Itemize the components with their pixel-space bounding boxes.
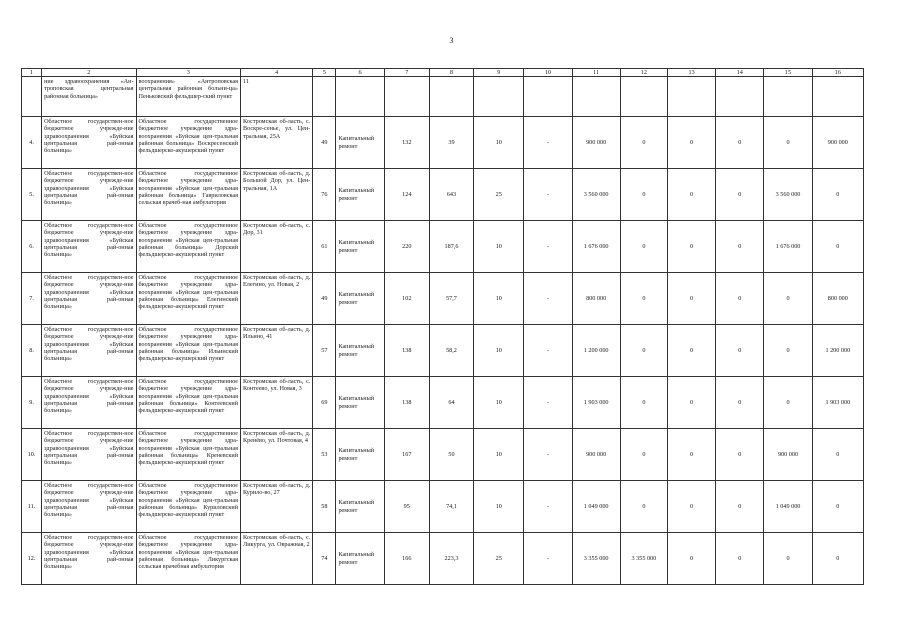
amount-cell: 0 [620,169,667,221]
work-type-cell: Капитальный ремонт [336,377,384,429]
column-number: 13 [667,69,715,77]
amount-cell: 0 [716,221,764,273]
column-number: 4 [241,69,313,77]
organization-cell: Областное государствен-ное бюджетное учрежде-ние здравоохранения «Буйская центральная рай-онная больница» [42,117,136,169]
amount-cell: 0 [667,273,715,325]
object-cell: Областное государственное бюджетное учреждение здра-воохранения «Буйская цен-тральная районная больница» Ликургская сельская врачебная амбулатория [136,533,240,585]
work-type-cell: Капитальный ремонт [336,533,384,585]
value-cell: - [524,273,572,325]
table-body [22,69,864,585]
address-cell: Костромская об-ласть, с. Контеево, ул. Новая, 3 [241,377,313,429]
amount-cell: 1 200 000 [812,325,863,377]
value-cell: 57,7 [429,273,473,325]
value-cell: - [524,377,572,429]
value-cell: 39 [429,117,473,169]
amount-cell: 0 [812,533,863,585]
table-row [22,273,864,325]
value-cell: 61 [313,221,336,273]
amount-cell: 0 [620,481,667,533]
row-number: 11. [22,481,42,533]
row-number: 8. [22,325,42,377]
address-cell: Костромская об-ласть, с. Воскре-сенье, ул. Цен-тральная, 25А [241,117,313,169]
column-number: 16 [812,69,863,77]
table-row [22,325,864,377]
row-number: 12. [22,533,42,585]
value-cell: 220 [384,221,429,273]
table-row [22,481,864,533]
table-row [22,429,864,481]
amount-cell: 0 [812,169,863,221]
object-cell: Областное государственное бюджетное учреждение здра-воохранения «Буйская цен-тральная районная больница» Куриловский фельдшерско-акушерский пункт [136,481,240,533]
amount-cell: 0 [716,377,764,429]
value-cell: 50 [429,429,473,481]
column-number: 8 [429,69,473,77]
amount-cell: 0 [667,377,715,429]
column-number: 9 [474,69,524,77]
value-cell: 74,1 [429,481,473,533]
organization-cell: Областное государствен-ное бюджетное учрежде-ние здравоохранения «Буйская центральная рай-онная больница» [42,533,136,585]
amount-cell: 1 903 000 [572,377,620,429]
amount-cell: 0 [716,481,764,533]
column-number: 3 [136,69,240,77]
column-number: 2 [42,69,136,77]
address-cell: Костромская об-ласть, с. Дор, 31 [241,221,313,273]
amount-cell: 0 [667,429,715,481]
work-type-cell: Капитальный ремонт [336,325,384,377]
row-number: 10. [22,429,42,481]
amount-cell: 1 049 000 [764,481,812,533]
value-cell: 49 [313,117,336,169]
amount-cell: 0 [812,481,863,533]
organization-cell: Областное государствен-ное бюджетное учрежде-ние здравоохранения «Буйская центральная рай-онная больница» [42,273,136,325]
value-cell: - [524,169,572,221]
value-cell: 132 [384,117,429,169]
column-number: 7 [384,69,429,77]
object-cell: Областное государственное бюджетное учреждение здра-воохранения «Буйская цен-тральная районная больница» Гавриловская сельская врачеб-ная амбулатория [136,169,240,221]
amount-cell: 0 [620,117,667,169]
continued-address-cell: 11 [241,77,313,117]
amount-cell: 900 000 [764,429,812,481]
address-cell: Костромская об-ласть, д. Кренёво, ул. Почтовая, 4 [241,429,313,481]
amount-cell: 0 [764,325,812,377]
amount-cell: 1 903 000 [812,377,863,429]
value-cell: 10 [474,325,524,377]
value-cell: 138 [384,325,429,377]
row-number: 4. [22,117,42,169]
value-cell: 187,6 [429,221,473,273]
column-number: 10 [524,69,572,77]
amount-cell: 800 000 [812,273,863,325]
amount-cell: 0 [667,481,715,533]
value-cell: 138 [384,377,429,429]
column-number: 14 [716,69,764,77]
column-number: 15 [764,69,812,77]
value-cell: 57 [313,325,336,377]
address-cell: Костромская об-ласть, с. Ликурга, ул. Овражная, 2 [241,533,313,585]
amount-cell: 1 676 000 [764,221,812,273]
amount-cell: 0 [764,117,812,169]
row-number: 6. [22,221,42,273]
amount-cell: 0 [667,533,715,585]
value-cell: - [524,429,572,481]
amount-cell: 0 [764,533,812,585]
organization-cell: Областное государствен-ное бюджетное учрежде-ние здравоохранения «Буйская центральная рай-онная больница» [42,481,136,533]
table-row [22,533,864,585]
work-type-cell: Капитальный ремонт [336,429,384,481]
facilities-table [21,68,864,585]
value-cell: 643 [429,169,473,221]
object-cell: Областное государственное бюджетное учреждение здра-воохранения «Буйская цен-тральная районная больница» Воскресенский фельдшерско-акушерский пункт [136,117,240,169]
amount-cell: 1 049 000 [572,481,620,533]
value-cell: 124 [384,169,429,221]
value-cell: 10 [474,481,524,533]
value-cell: - [524,117,572,169]
value-cell: - [524,325,572,377]
value-cell: 69 [313,377,336,429]
object-cell: Областное государственное бюджетное учреждение здра-воохранения «Буйская цен-тральная районная больница» Контеевский фельдшерско-акушерский пункт [136,377,240,429]
amount-cell: 0 [667,325,715,377]
address-cell: Костромская об-ласть, д. Ильино, 41 [241,325,313,377]
value-cell: 10 [474,273,524,325]
continuation-row [22,77,864,117]
value-cell: - [524,533,572,585]
value-cell: 74 [313,533,336,585]
amount-cell: 800 000 [572,273,620,325]
row-number: 5. [22,169,42,221]
value-cell: 223,3 [429,533,473,585]
organization-cell: Областное государствен-ное бюджетное учрежде-ние здравоохранения «Буйская центральная рай-онная больница» [42,169,136,221]
value-cell: 58,2 [429,325,473,377]
value-cell: 166 [384,533,429,585]
value-cell: 76 [313,169,336,221]
amount-cell: 900 000 [812,117,863,169]
organization-cell: Областное государствен-ное бюджетное учрежде-ние здравоохранения «Буйская центральная рай-онная больница» [42,325,136,377]
amount-cell: 3 355 000 [572,533,620,585]
object-cell: Областное государственное бюджетное учреждение здра-воохранения «Буйская цен-тральная районная больница» Елегинский фельдшерско-акушерский пункт [136,273,240,325]
value-cell: 58 [313,481,336,533]
amount-cell: 0 [716,273,764,325]
value-cell: 49 [313,273,336,325]
amount-cell: 0 [667,117,715,169]
work-type-cell: Капитальный ремонт [336,169,384,221]
value-cell: 10 [474,117,524,169]
amount-cell: 0 [667,221,715,273]
value-cell: 64 [429,377,473,429]
table-row [22,221,864,273]
address-cell: Костромская об-ласть, д. Большой Дор, ул. Цен-тральная, 1А [241,169,313,221]
column-number: 12 [620,69,667,77]
amount-cell: 1 200 000 [572,325,620,377]
address-cell: Костромская об-ласть, д. Курило-во, 27 [241,481,313,533]
amount-cell: 0 [620,325,667,377]
amount-cell: 0 [620,377,667,429]
amount-cell: 0 [812,221,863,273]
continued-org-cell: ние здравоохранения «Ан-троповская центральная районная больница» [42,77,136,117]
amount-cell: 0 [764,273,812,325]
amount-cell: 0 [716,429,764,481]
table-row [22,377,864,429]
column-number: 11 [572,69,620,77]
amount-cell: 3 560 000 [572,169,620,221]
page-number: 3 [449,36,454,45]
table-row [22,117,864,169]
row-number: 7. [22,273,42,325]
amount-cell: 0 [716,117,764,169]
value-cell: 10 [474,221,524,273]
amount-cell: 0 [716,325,764,377]
column-number: 5 [313,69,336,77]
value-cell: - [524,221,572,273]
table-row [22,169,864,221]
work-type-cell: Капитальный ремонт [336,117,384,169]
amount-cell: 900 000 [572,429,620,481]
object-cell: Областное государственное бюджетное учреждение здра-воохранения «Буйская цен-тральная районная больница» Ильинский фельдшерско-акушерский пункт [136,325,240,377]
address-cell: Костромская об-ласть, д. Елегино, ул. Новая, 2 [241,273,313,325]
column-number-row [22,69,864,77]
organization-cell: Областное государствен-ное бюджетное учрежде-ние здравоохранения «Буйская центральная рай-онная больница» [42,429,136,481]
amount-cell: 900 000 [572,117,620,169]
amount-cell: 1 676 000 [572,221,620,273]
value-cell: 25 [474,169,524,221]
object-cell: Областное государственное бюджетное учреждение здра-воохранения «Буйская цен-тральная районная больница» Креневский фельдшерско-акушерский пункт [136,429,240,481]
value-cell: 25 [474,533,524,585]
amount-cell: 0 [812,429,863,481]
amount-cell: 0 [620,221,667,273]
object-cell: Областное государственное бюджетное учреждение здра-воохранения «Буйская цен-тральная районная больница» Дорский фельдшерско-акушерский пункт [136,221,240,273]
amount-cell: 0 [620,429,667,481]
amount-cell: 0 [716,169,764,221]
value-cell: 167 [384,429,429,481]
work-type-cell: Капитальный ремонт [336,481,384,533]
amount-cell: 0 [667,169,715,221]
organization-cell: Областное государствен-ное бюджетное учрежде-ние здравоохранения «Буйская центральная рай-онная больница» [42,377,136,429]
amount-cell: 3 560 000 [764,169,812,221]
value-cell: 53 [313,429,336,481]
column-number: 6 [336,69,384,77]
organization-cell: Областное государствен-ное бюджетное учрежде-ние здравоохранения «Буйская центральная рай-онная больница» [42,221,136,273]
value-cell: - [524,481,572,533]
value-cell: 10 [474,429,524,481]
work-type-cell: Капитальный ремонт [336,273,384,325]
continued-object-cell: воохранения» «Антроповская центральная районная больни-ца» Пеньковский фельдшер-ский пункт [136,77,240,117]
row-number: 9. [22,377,42,429]
amount-cell: 0 [716,533,764,585]
value-cell: 102 [384,273,429,325]
column-number: 1 [22,69,42,77]
amount-cell: 3 355 000 [620,533,667,585]
work-type-cell: Капитальный ремонт [336,221,384,273]
value-cell: 95 [384,481,429,533]
amount-cell: 0 [620,273,667,325]
value-cell: 10 [474,377,524,429]
amount-cell: 0 [764,377,812,429]
